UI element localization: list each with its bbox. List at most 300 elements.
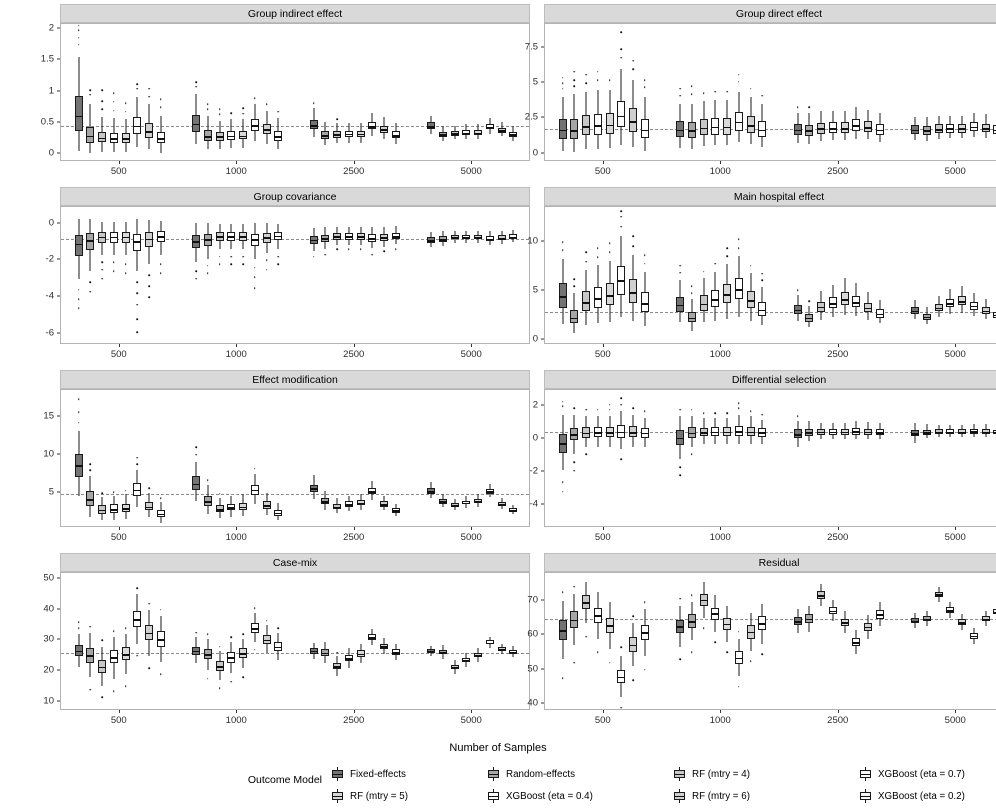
median-line — [75, 651, 83, 653]
boxplot — [451, 24, 459, 161]
y-axis — [508, 572, 542, 710]
boxplot — [368, 207, 376, 344]
median-line — [805, 130, 813, 132]
median-line — [911, 130, 919, 132]
x-tick-label: 500 — [594, 349, 611, 360]
outlier-point — [621, 32, 623, 34]
outlier-point — [78, 422, 80, 424]
boxplot — [98, 24, 106, 161]
x-axis — [60, 710, 530, 730]
y-tick-label: 5 — [48, 486, 54, 498]
outlier-point — [101, 269, 103, 271]
outlier-point — [750, 660, 752, 662]
panel-residual — [527, 553, 996, 730]
median-line — [86, 136, 94, 138]
boxplot — [192, 207, 200, 344]
boxplot — [474, 390, 482, 527]
outlier-point — [644, 669, 646, 671]
boxplot — [817, 207, 825, 344]
outlier-point — [113, 110, 115, 112]
median-line — [923, 432, 931, 434]
outlier-point — [574, 85, 576, 87]
y-axis — [508, 23, 542, 161]
outlier-point — [242, 676, 244, 678]
outlier-point — [738, 239, 740, 241]
boxplot — [427, 207, 435, 344]
y-tick-label: 7.5 — [524, 41, 538, 53]
x-tick-label: 2500 — [827, 532, 849, 543]
boxplot — [817, 573, 825, 710]
boxplot — [935, 573, 943, 710]
outlier-point — [715, 91, 717, 93]
median-line — [982, 311, 990, 313]
median-line — [251, 490, 259, 492]
x-tick-label: 1000 — [225, 715, 247, 726]
plot-area — [60, 572, 530, 710]
boxplot — [122, 24, 130, 161]
legend-title: Outcome Model — [247, 774, 322, 786]
boxplot — [852, 573, 860, 710]
median-line — [559, 630, 567, 632]
x-tick-label: 5000 — [460, 715, 482, 726]
boxplot — [251, 573, 259, 710]
legend-item[interactable] — [858, 767, 996, 782]
median-line — [617, 116, 625, 118]
panel-main-hospital-effect — [527, 187, 996, 364]
boxplot — [239, 573, 247, 710]
median-line — [829, 128, 837, 130]
boxplot — [582, 390, 590, 527]
median-line — [841, 622, 849, 624]
legend-item[interactable] — [858, 789, 996, 804]
boxplot — [794, 573, 802, 710]
outlier-point — [101, 100, 103, 102]
median-line — [946, 128, 954, 130]
outlier-point — [336, 652, 338, 654]
boxplot — [911, 573, 919, 710]
median-line — [263, 640, 271, 642]
outlier-point — [738, 407, 740, 409]
x-tick-mark — [354, 710, 355, 713]
median-line — [841, 128, 849, 130]
boxplot — [982, 390, 990, 527]
median-line — [227, 236, 235, 238]
y-tick-label: 1.5 — [40, 53, 54, 65]
boxplot — [582, 207, 590, 344]
plot-area — [544, 206, 996, 344]
boxplot — [735, 24, 743, 161]
outlier-point — [113, 690, 115, 692]
outlier-point — [278, 111, 280, 113]
outlier-point — [207, 479, 209, 481]
median-line — [758, 310, 766, 312]
boxplot — [439, 573, 447, 710]
x-tick-mark — [236, 344, 237, 347]
boxplot — [711, 207, 719, 344]
boxplot — [935, 207, 943, 344]
outlier-point — [691, 285, 693, 287]
outlier-point — [562, 241, 564, 243]
boxplot — [688, 390, 696, 527]
boxplot — [676, 390, 684, 527]
outlier-point — [644, 87, 646, 89]
median-line — [474, 133, 482, 135]
outlier-point — [160, 497, 162, 499]
boxplot — [333, 24, 341, 161]
median-line — [700, 600, 708, 602]
legend-key-icon — [858, 767, 873, 782]
outlier-point — [762, 95, 764, 97]
median-line — [805, 432, 813, 434]
median-line — [594, 615, 602, 617]
outlier-point — [609, 251, 611, 253]
boxplot — [145, 573, 153, 710]
median-line — [970, 431, 978, 433]
x-tick-mark — [838, 344, 839, 347]
x-tick-label: 5000 — [944, 349, 966, 360]
median-line — [559, 296, 567, 298]
panel-grid — [18, 4, 994, 736]
outlier-point — [78, 289, 80, 291]
legend-item[interactable] — [330, 767, 486, 782]
boxplot — [427, 390, 435, 527]
median-line — [606, 432, 614, 434]
y-axis — [24, 23, 58, 161]
outlier-point — [562, 591, 564, 593]
outlier-point — [137, 88, 139, 90]
median-line — [794, 434, 802, 436]
boxplot — [676, 573, 684, 710]
boxplot — [216, 390, 224, 527]
median-line — [310, 240, 318, 242]
boxplot — [805, 390, 813, 527]
x-tick-mark — [720, 710, 721, 713]
median-line — [594, 432, 602, 434]
boxplot — [122, 207, 130, 344]
boxplot — [946, 207, 954, 344]
outlier-point — [242, 107, 244, 109]
outlier-point — [632, 236, 634, 238]
outlier-point — [621, 216, 623, 218]
outlier-point — [691, 595, 693, 597]
outlier-point — [360, 249, 362, 251]
median-line — [946, 432, 954, 434]
median-line — [368, 238, 376, 240]
boxplot — [357, 24, 365, 161]
boxplot — [321, 390, 329, 527]
median-line — [462, 133, 470, 135]
legend-label: RF (mtry = 5) — [350, 790, 408, 802]
outlier-point — [195, 271, 197, 273]
y-tick-label: -2 — [529, 465, 538, 477]
boxplot — [145, 390, 153, 527]
legend-label: XGBoost (eta = 0.7) — [878, 768, 965, 780]
box — [75, 96, 83, 131]
boxplot — [723, 573, 731, 710]
plot-area — [544, 389, 996, 527]
boxplot — [263, 390, 271, 527]
outlier-point — [219, 109, 221, 111]
median-line — [758, 130, 766, 132]
boxplot — [629, 573, 637, 710]
box — [594, 114, 602, 134]
median-line — [935, 432, 943, 434]
boxplot — [617, 573, 625, 710]
legend-item[interactable] — [486, 767, 672, 782]
outlier-point — [621, 226, 623, 228]
outlier-point — [78, 37, 80, 39]
median-line — [711, 432, 719, 434]
boxplot — [157, 24, 165, 161]
legend-item[interactable] — [330, 789, 486, 804]
median-line — [486, 239, 494, 241]
outlier-point — [113, 92, 115, 94]
median-line — [923, 317, 931, 319]
boxplot — [982, 573, 990, 710]
median-line — [641, 303, 649, 305]
outlier-point — [703, 627, 705, 629]
boxplot — [368, 573, 376, 710]
outlier-point — [90, 291, 92, 293]
median-line — [133, 619, 141, 621]
outlier-point — [679, 409, 681, 411]
median-line — [876, 314, 884, 316]
outlier-point — [101, 109, 103, 111]
panel-title: Group direct effect — [544, 4, 996, 23]
median-line — [216, 136, 224, 138]
y-tick-label: 5 — [532, 284, 538, 296]
boxplot — [380, 207, 388, 344]
boxplot — [133, 24, 141, 161]
outlier-point — [78, 298, 80, 300]
boxplot — [970, 24, 978, 161]
outlier-point — [562, 88, 564, 90]
outlier-point — [585, 82, 587, 84]
boxplot — [852, 207, 860, 344]
median-line — [439, 501, 447, 503]
outlier-point — [195, 454, 197, 456]
y-tick-label: 2.5 — [524, 111, 538, 123]
outlier-point — [90, 689, 92, 691]
outlier-point — [148, 667, 150, 669]
y-axis — [24, 572, 58, 710]
box — [570, 119, 578, 139]
median-line — [145, 633, 153, 635]
x-tick-label: 500 — [110, 166, 127, 177]
boxplot — [451, 390, 459, 527]
boxplot — [110, 390, 118, 527]
outlier-point — [562, 77, 564, 79]
median-line — [970, 636, 978, 638]
boxplot — [923, 390, 931, 527]
boxplot — [570, 24, 578, 161]
legend-item[interactable] — [486, 789, 672, 804]
x-tick-mark — [603, 527, 604, 530]
median-line — [817, 595, 825, 597]
x-tick-mark — [471, 344, 472, 347]
outlier-point — [562, 406, 564, 408]
boxplot — [274, 390, 282, 527]
median-line — [758, 623, 766, 625]
outlier-point — [113, 271, 115, 273]
outlier-point — [219, 687, 221, 689]
outlier-point — [609, 80, 611, 82]
median-line — [345, 658, 353, 660]
outlier-point — [113, 101, 115, 103]
boxplot — [864, 207, 872, 344]
boxplot — [498, 24, 506, 161]
median-line — [333, 134, 341, 136]
outlier-point — [336, 119, 338, 121]
median-line — [817, 307, 825, 309]
boxplot — [86, 24, 94, 161]
median-line — [958, 432, 966, 434]
boxplot — [462, 207, 470, 344]
median-line — [970, 306, 978, 308]
median-line — [594, 298, 602, 300]
boxplot — [86, 573, 94, 710]
median-line — [451, 237, 459, 239]
boxplot — [559, 573, 567, 710]
outlier-point — [574, 586, 576, 588]
median-line — [676, 130, 684, 132]
median-line — [321, 653, 329, 655]
outlier-point — [160, 272, 162, 274]
median-line — [498, 649, 506, 651]
boxplot — [606, 24, 614, 161]
y-tick-label: 50 — [43, 572, 54, 584]
box — [606, 113, 614, 133]
median-line — [958, 622, 966, 624]
x-tick-mark — [603, 344, 604, 347]
x-axis — [60, 344, 530, 364]
panel-title: Residual — [544, 553, 996, 572]
boxplot — [110, 207, 118, 344]
x-tick-label: 500 — [110, 715, 127, 726]
median-line — [747, 300, 755, 302]
median-line — [629, 432, 637, 434]
outlier-point — [621, 210, 623, 212]
boxplot — [641, 207, 649, 344]
boxplot — [958, 24, 966, 161]
x-tick-label: 1000 — [225, 166, 247, 177]
boxplot — [357, 573, 365, 710]
boxplot — [758, 573, 766, 710]
median-line — [594, 125, 602, 127]
boxplot — [935, 24, 943, 161]
boxplot — [723, 24, 731, 161]
median-line — [227, 657, 235, 659]
y-tick-label: 0.5 — [40, 116, 54, 128]
boxplot — [629, 24, 637, 161]
outlier-point — [762, 414, 764, 416]
boxplot — [345, 573, 353, 710]
boxplot — [357, 207, 365, 344]
outlier-point — [679, 265, 681, 267]
outlier-point — [101, 90, 103, 92]
outlier-point — [691, 652, 693, 654]
x-tick-label: 2500 — [827, 715, 849, 726]
outlier-point — [574, 285, 576, 287]
outlier-point — [679, 598, 681, 600]
boxplot — [133, 573, 141, 710]
median-line — [345, 134, 353, 136]
y-tick-label: 10 — [43, 448, 54, 460]
boxplot — [805, 207, 813, 344]
outlier-point — [313, 256, 315, 258]
outlier-point — [137, 83, 139, 85]
outlier-point — [113, 630, 115, 632]
outlier-point — [137, 331, 139, 333]
legend-item[interactable] — [672, 789, 858, 804]
outlier-point — [632, 679, 634, 681]
legend-label: RF (mtry = 4) — [692, 768, 750, 780]
x-tick-label: 2500 — [343, 532, 365, 543]
box — [617, 101, 625, 127]
y-tick-label: 30 — [43, 633, 54, 645]
median-line — [239, 653, 247, 655]
x-tick-mark — [471, 527, 472, 530]
boxplot — [192, 24, 200, 161]
boxplot — [606, 207, 614, 344]
outlier-point — [632, 60, 634, 62]
outlier-point — [609, 662, 611, 664]
boxplot — [570, 207, 578, 344]
x-tick-label: 2500 — [343, 715, 365, 726]
median-line — [982, 619, 990, 621]
median-line — [392, 510, 400, 512]
legend-label: RF (mtry = 6) — [692, 790, 750, 802]
y-tick-label: 20 — [43, 664, 54, 676]
median-line — [864, 127, 872, 129]
outlier-point — [101, 492, 103, 494]
boxplot — [380, 390, 388, 527]
x-tick-mark — [720, 161, 721, 164]
boxplot — [368, 390, 376, 527]
median-line — [923, 619, 931, 621]
boxplot — [570, 390, 578, 527]
median-line — [263, 129, 271, 131]
legend-item[interactable] — [672, 767, 858, 782]
outlier-point — [738, 81, 740, 83]
boxplot — [723, 207, 731, 344]
panel-group-covariance — [45, 187, 530, 364]
median-line — [357, 654, 365, 656]
median-line — [606, 125, 614, 127]
boxplot — [427, 573, 435, 710]
boxplot — [606, 390, 614, 527]
boxplot — [982, 24, 990, 161]
median-line — [911, 433, 919, 435]
boxplot — [192, 390, 200, 527]
outlier-point — [266, 103, 268, 105]
panel-group-indirect-effect — [40, 4, 530, 181]
outlier-point — [101, 261, 103, 263]
outlier-point — [562, 481, 564, 483]
median-line — [392, 652, 400, 654]
outlier-point — [621, 458, 623, 460]
boxplot — [239, 390, 247, 527]
boxplot — [629, 390, 637, 527]
median-line — [192, 484, 200, 486]
boxplot — [958, 573, 966, 710]
legend-label: XGBoost (eta = 0.4) — [506, 790, 593, 802]
panel-group-direct-effect — [524, 4, 996, 181]
box — [758, 302, 766, 316]
median-line — [216, 666, 224, 668]
x-tick-label: 1000 — [709, 166, 731, 177]
median-line — [75, 116, 83, 118]
